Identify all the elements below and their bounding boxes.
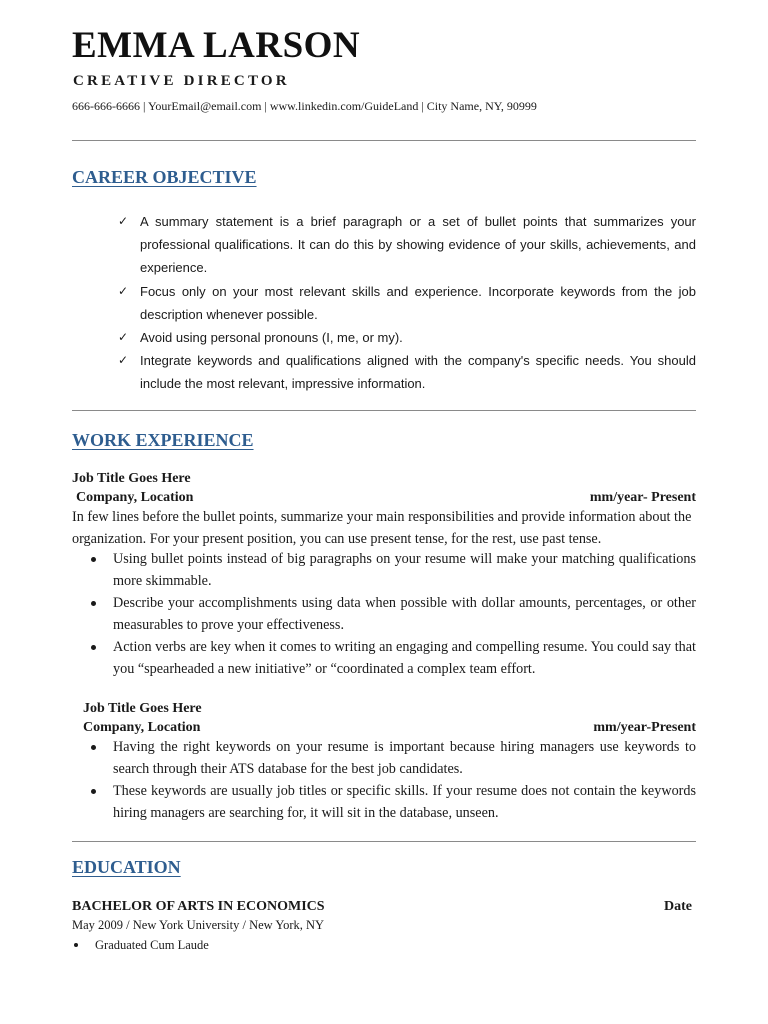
check-icon: ✓: [118, 353, 129, 368]
job-bullet: Describe your accomplishments using data when possible with dollar amounts, percentages, or other measurables to prove your effectiveness.: [88, 593, 696, 636]
objective-text: A summary statement is a brief paragraph or a set of bullet points that summarizes your professional qualifications. It can do this by showing evidence of your skills, achievements, and experience.: [140, 214, 696, 276]
objective-text: Avoid using personal pronouns (I, me, or my).: [140, 330, 403, 346]
objective-item: [118, 210, 696, 280]
section-divider: [72, 841, 696, 842]
job-bullet: Using bullet points instead of big paragraphs on your resume will make your matching qualifications more skimmable.: [88, 549, 696, 592]
work-experience-heading: WORK EXPERIENCE: [72, 430, 254, 450]
objective-item: [118, 280, 696, 326]
job-company: Company, Location: [76, 490, 194, 505]
education-heading: EDUCATION: [72, 857, 181, 877]
job-title: Job Title Goes Here: [83, 701, 202, 716]
check-icon: ✓: [118, 214, 129, 228]
job-bullet-list: [88, 549, 696, 681]
job-summary: In few lines before the bullet points, summarize your main responsibilities and provide information about the organization. For your present position, you can use present tense, for the rest, use past tense.: [72, 509, 692, 547]
candidate-role: CREATIVE DIRECTOR: [73, 73, 290, 89]
education-detail: May 2009 / New York University / New York, NY: [72, 918, 325, 932]
job-bullet: These keywords are usually job titles or specific skills. If your resume does not contain the keywords hiring managers are searching for, it will sit in the database, unseen.: [88, 781, 696, 824]
job-bullet: Having the right keywords on your resume is important because hiring managers use keywords to search through their ATS database for the best job candidates.: [88, 737, 696, 780]
objective-item: [118, 349, 696, 395]
career-objective-heading: CAREER OBJECTIVE: [72, 167, 257, 187]
objective-text: Integrate keywords and qualifications aligned with the company's specific needs. You should include the most relevant, impressive information.: [140, 353, 696, 392]
education-date: Date: [664, 899, 692, 914]
candidate-name: EMMA LARSON: [72, 25, 361, 66]
job-title: Job Title Goes Here: [72, 471, 191, 486]
education-honor: Graduated Cum Laude: [72, 937, 209, 953]
job-dates: mm/year-Present: [593, 720, 696, 735]
job-bullet: Action verbs are key when it comes to writing an engaging and compelling resume. You could say that you “spearheaded a new initiative” or “coordinated a complex team effort.: [88, 637, 696, 680]
career-objective-list: [118, 210, 696, 396]
job-bullet-list: [88, 737, 696, 825]
education-degree: BACHELOR OF ARTS IN ECONOMICS: [72, 899, 325, 914]
check-icon: ✓: [118, 283, 129, 298]
job-company: Company, Location: [83, 720, 201, 735]
objective-item: [118, 326, 696, 349]
contact-line: 666-666-6666 | YourEmail@email.com | www.linkedin.com/GuideLand | City Name, NY, 90999: [72, 99, 537, 113]
job-dates: mm/year- Present: [589, 490, 696, 505]
section-divider: [72, 140, 696, 141]
objective-text: Focus only on your most relevant skills and experience. Incorporate keywords from the job description whenever possible.: [140, 283, 696, 322]
check-icon: ✓: [118, 330, 129, 345]
section-divider: [72, 410, 696, 411]
